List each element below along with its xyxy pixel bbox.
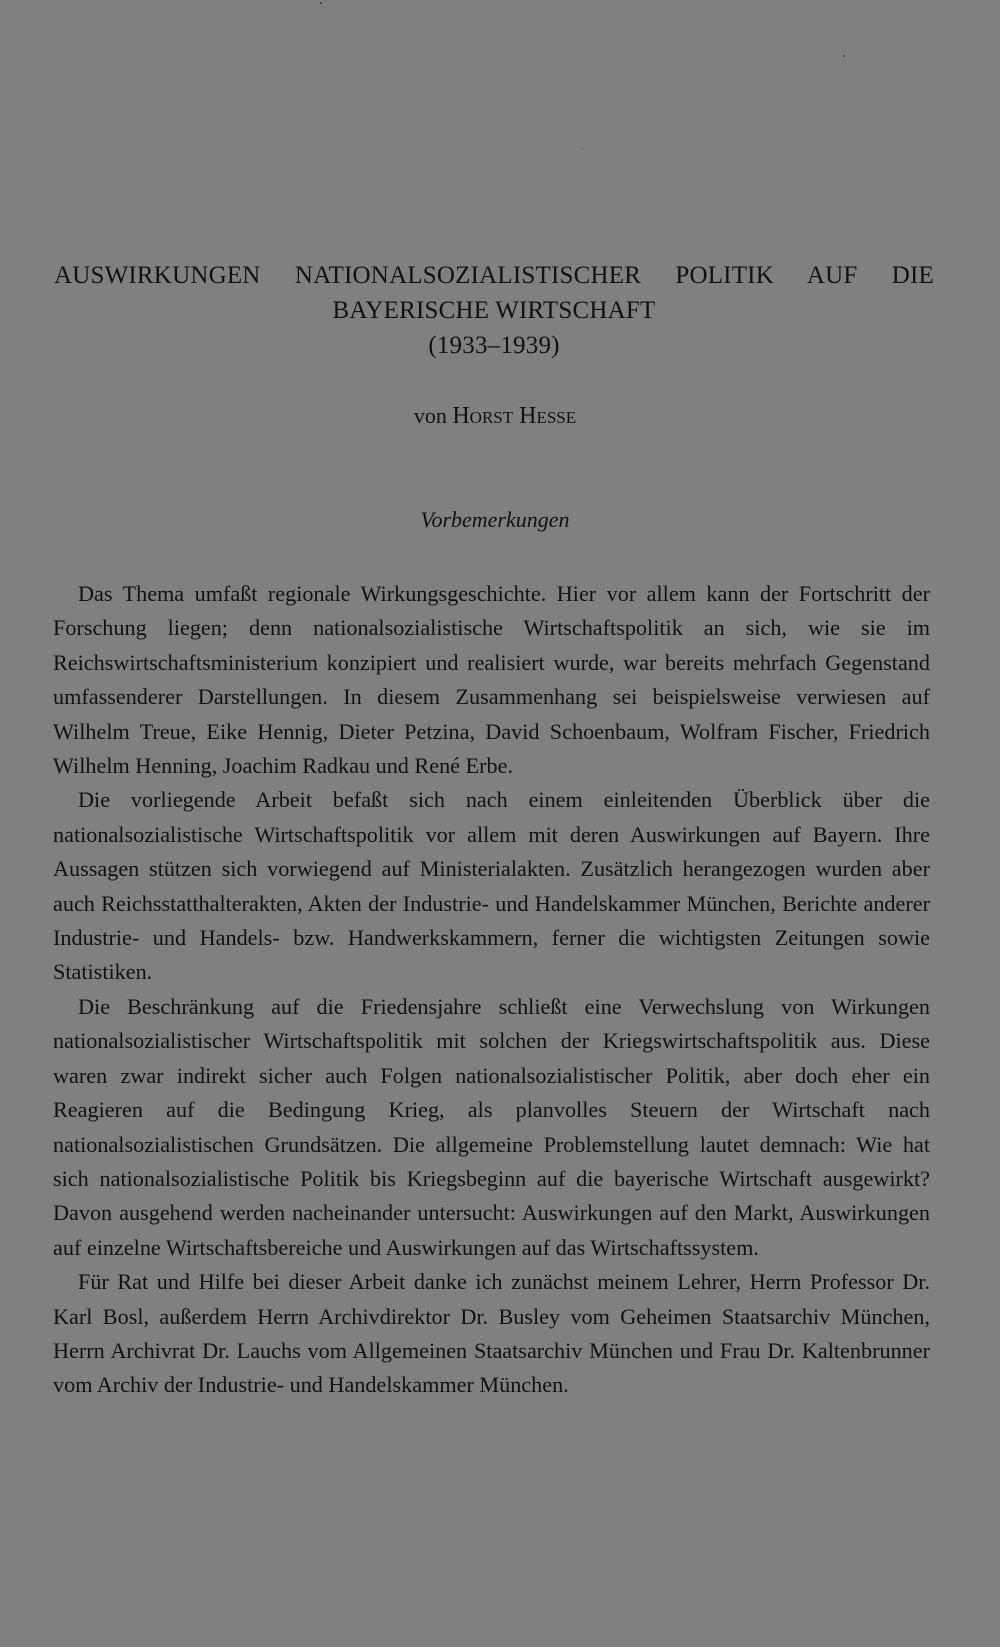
scan-speck — [843, 55, 845, 57]
paragraph: Für Rat und Hilfe bei dieser Arbeit danke ich zunächst meinem Lehrer, Herrn Professor Dr. Karl Bosl, außerdem Herrn Archivdirektor Dr. Busley vom Geheimen Staatsarchiv München, Herrn Archivrat Dr. Lauchs vom Allgemeinen Staatsarchiv München und Frau Dr. Kaltenbrunner vom Archiv der Industrie- und Handelskammer München. — [53, 1269, 930, 1398]
author-name: Horst Hesse — [452, 403, 577, 429]
paragraph: Die vorliegende Arbeit befaßt sich nach einem einleitenden Überblick über die nationalsozialistische Wirtschaftspolitik vor allem mit deren Auswirkungen auf Bayern. Ihre Aussagen stützen sich vorwiegend auf Ministerialakten. Zusätzlich herangezogen wurden aber auch Reichsstatthalterakten, Akten der Industrie- und Handelskammer München, Berichte anderer Industrie- und Handels- bzw. Handwerkskammern, ferner die wichtigsten Zeitungen sowie Statistiken. — [53, 787, 930, 985]
body-text — [53, 577, 930, 1403]
document-title — [54, 258, 934, 363]
title-line-1: AUSWIRKUNGEN NATIONALSOZIALISTISCHER POLITIK AUF DIE — [54, 262, 934, 289]
scan-speck — [582, 148, 583, 149]
scan-speck — [320, 2, 322, 4]
title-line-3: (1933–1939) — [428, 332, 560, 359]
title-line-2: BAYERISCHE WIRTSCHAFT — [332, 297, 656, 324]
paragraph: Die Beschränkung auf die Friedensjahre schließt eine Verwechslung von Wirkungen nationalsozialistischer Wirtschaftspolitik mit solchen der Kriegswirtschaftspolitik aus. Diese waren zwar indirekt sicher auch Folgen nationalsozialistischer Politik, aber doch eher ein Reagieren auf die Bedingung Krieg, als planvolles Steuern der Wirtschaft nach nationalsozialistischen Grundsätzen. Die allgemeine Problemstellung lautet demnach: Wie hat sich nationalsozialistische Politik bis Kriegsbeginn auf die bayerische Wirtschaft ausgewirkt? Davon ausgehend werden nacheinander untersucht: Auswirkungen auf den Markt, Auswirkungen auf einzelne Wirtschaftsbereiche und Auswirkungen auf das Wirtschaftssystem. — [53, 993, 930, 1260]
author-prefix: von — [413, 403, 447, 428]
author-line — [0, 401, 990, 431]
section-heading: Vorbemerkungen — [420, 507, 570, 532]
paragraph: Das Thema umfaßt regionale Wirkungsgeschichte. Hier vor allem kann der Fortschritt der Forschung liegen; denn nationalsozialistische Wirtschaftspolitik an sich, wie sie im Reichswirtschaftsministerium konzipiert und realisiert wurde, war bereits mehrfach Gegenstand umfassenderer Darstellungen. In diesem Zusammenhang sei beispielsweise verwiesen auf Wilhelm Treue, Eike Hennig, Dieter Petzina, David Schoenbaum, Wolfram Fischer, Friedrich Wilhelm Henning, Joachim Radkau und René Erbe. — [53, 581, 930, 779]
